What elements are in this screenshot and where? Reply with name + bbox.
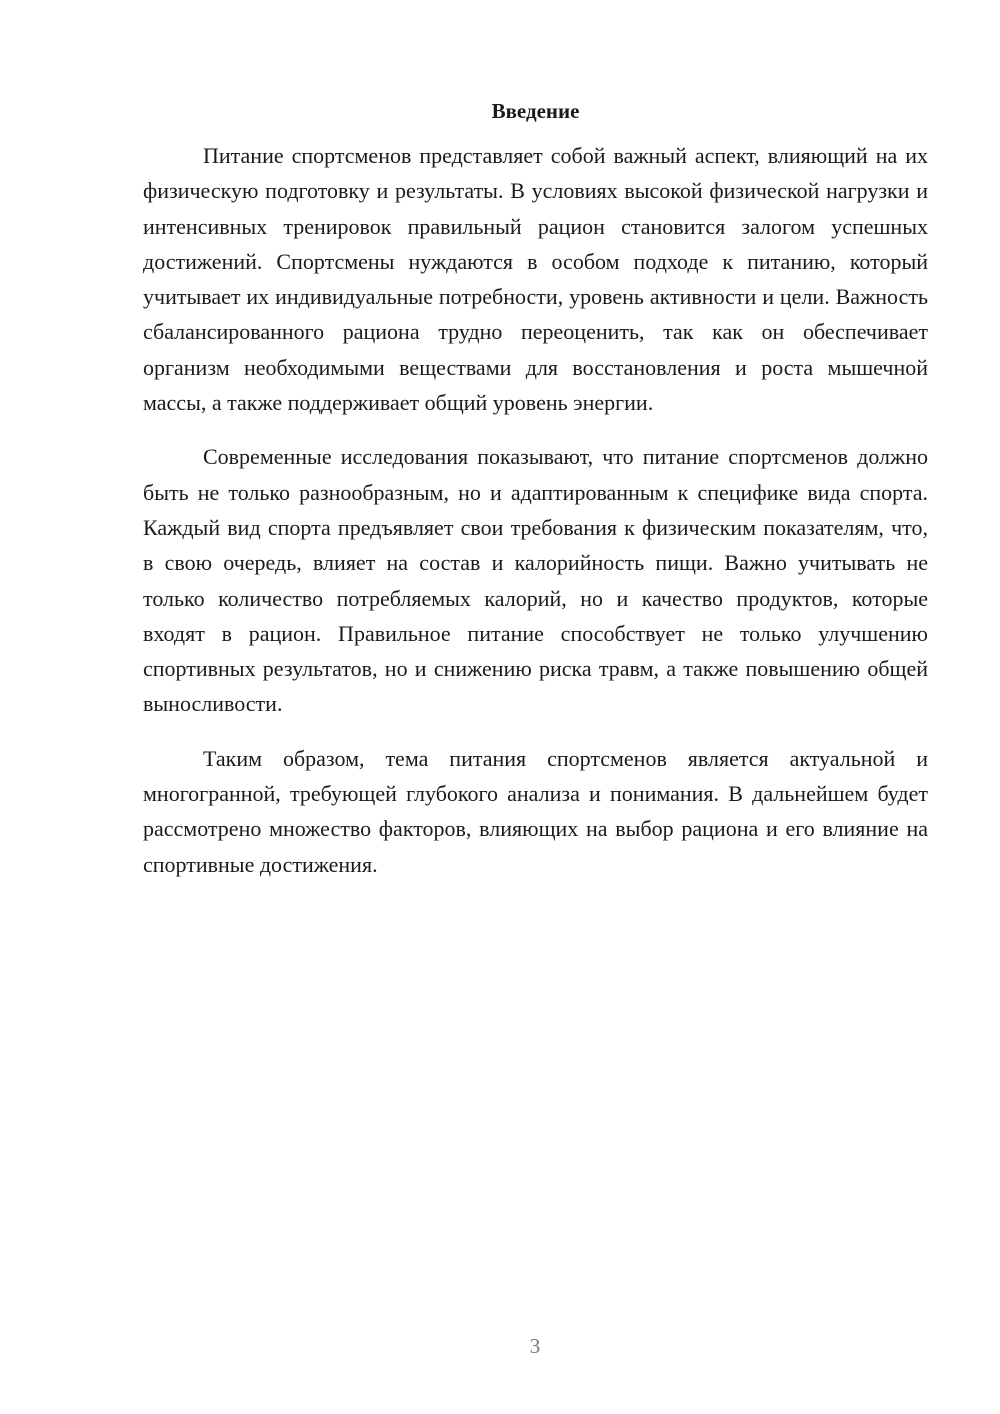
- page-content: [143, 96, 928, 901]
- section-heading: Введение: [491, 99, 580, 123]
- page-number: 3: [529, 1334, 541, 1358]
- paragraph-1: Питание спортсменов представляет собой важный аспект, влияющий на их физическую подготовку и результаты. В условиях высокой физической нагрузки и интенсивных тренировок правильный рацион становится залогом успешных достижений. Спортсмены нуждаются в особом подходе к питанию, который учитывает их индивидуальные потребности, уровень активности и цели. Важность сбалансированного рациона трудно переоценить, так как он обеспечивает организм необходимыми веществами для восстановления и роста мышечной массы, а также поддерживает общий уровень энергии.: [143, 143, 928, 416]
- paragraph-3: Таким образом, тема питания спортсменов является актуальной и многогранной, требующей глубокого анализа и понимания. В дальнейшем будет рассмотрено множество факторов, влияющих на выбор рациона и его влияние на спортивные достижения.: [143, 745, 928, 877]
- paragraph-2: Современные исследования показывают, что питание спортсменов должно быть не только разнообразным, но и адаптированным к специфике вида спорта. Каждый вид спорта предъявляет свои требования к физическим показателям, что, в свою очередь, влияет на состав и калорийность пищи. Важно учитывать не только количество потребляемых калорий, но и качество продуктов, которые входят в рацион. Правильное питание способствует не только улучшению спортивных результатов, но и снижению риска травм, а также повышению общей выносливости.: [143, 444, 928, 717]
